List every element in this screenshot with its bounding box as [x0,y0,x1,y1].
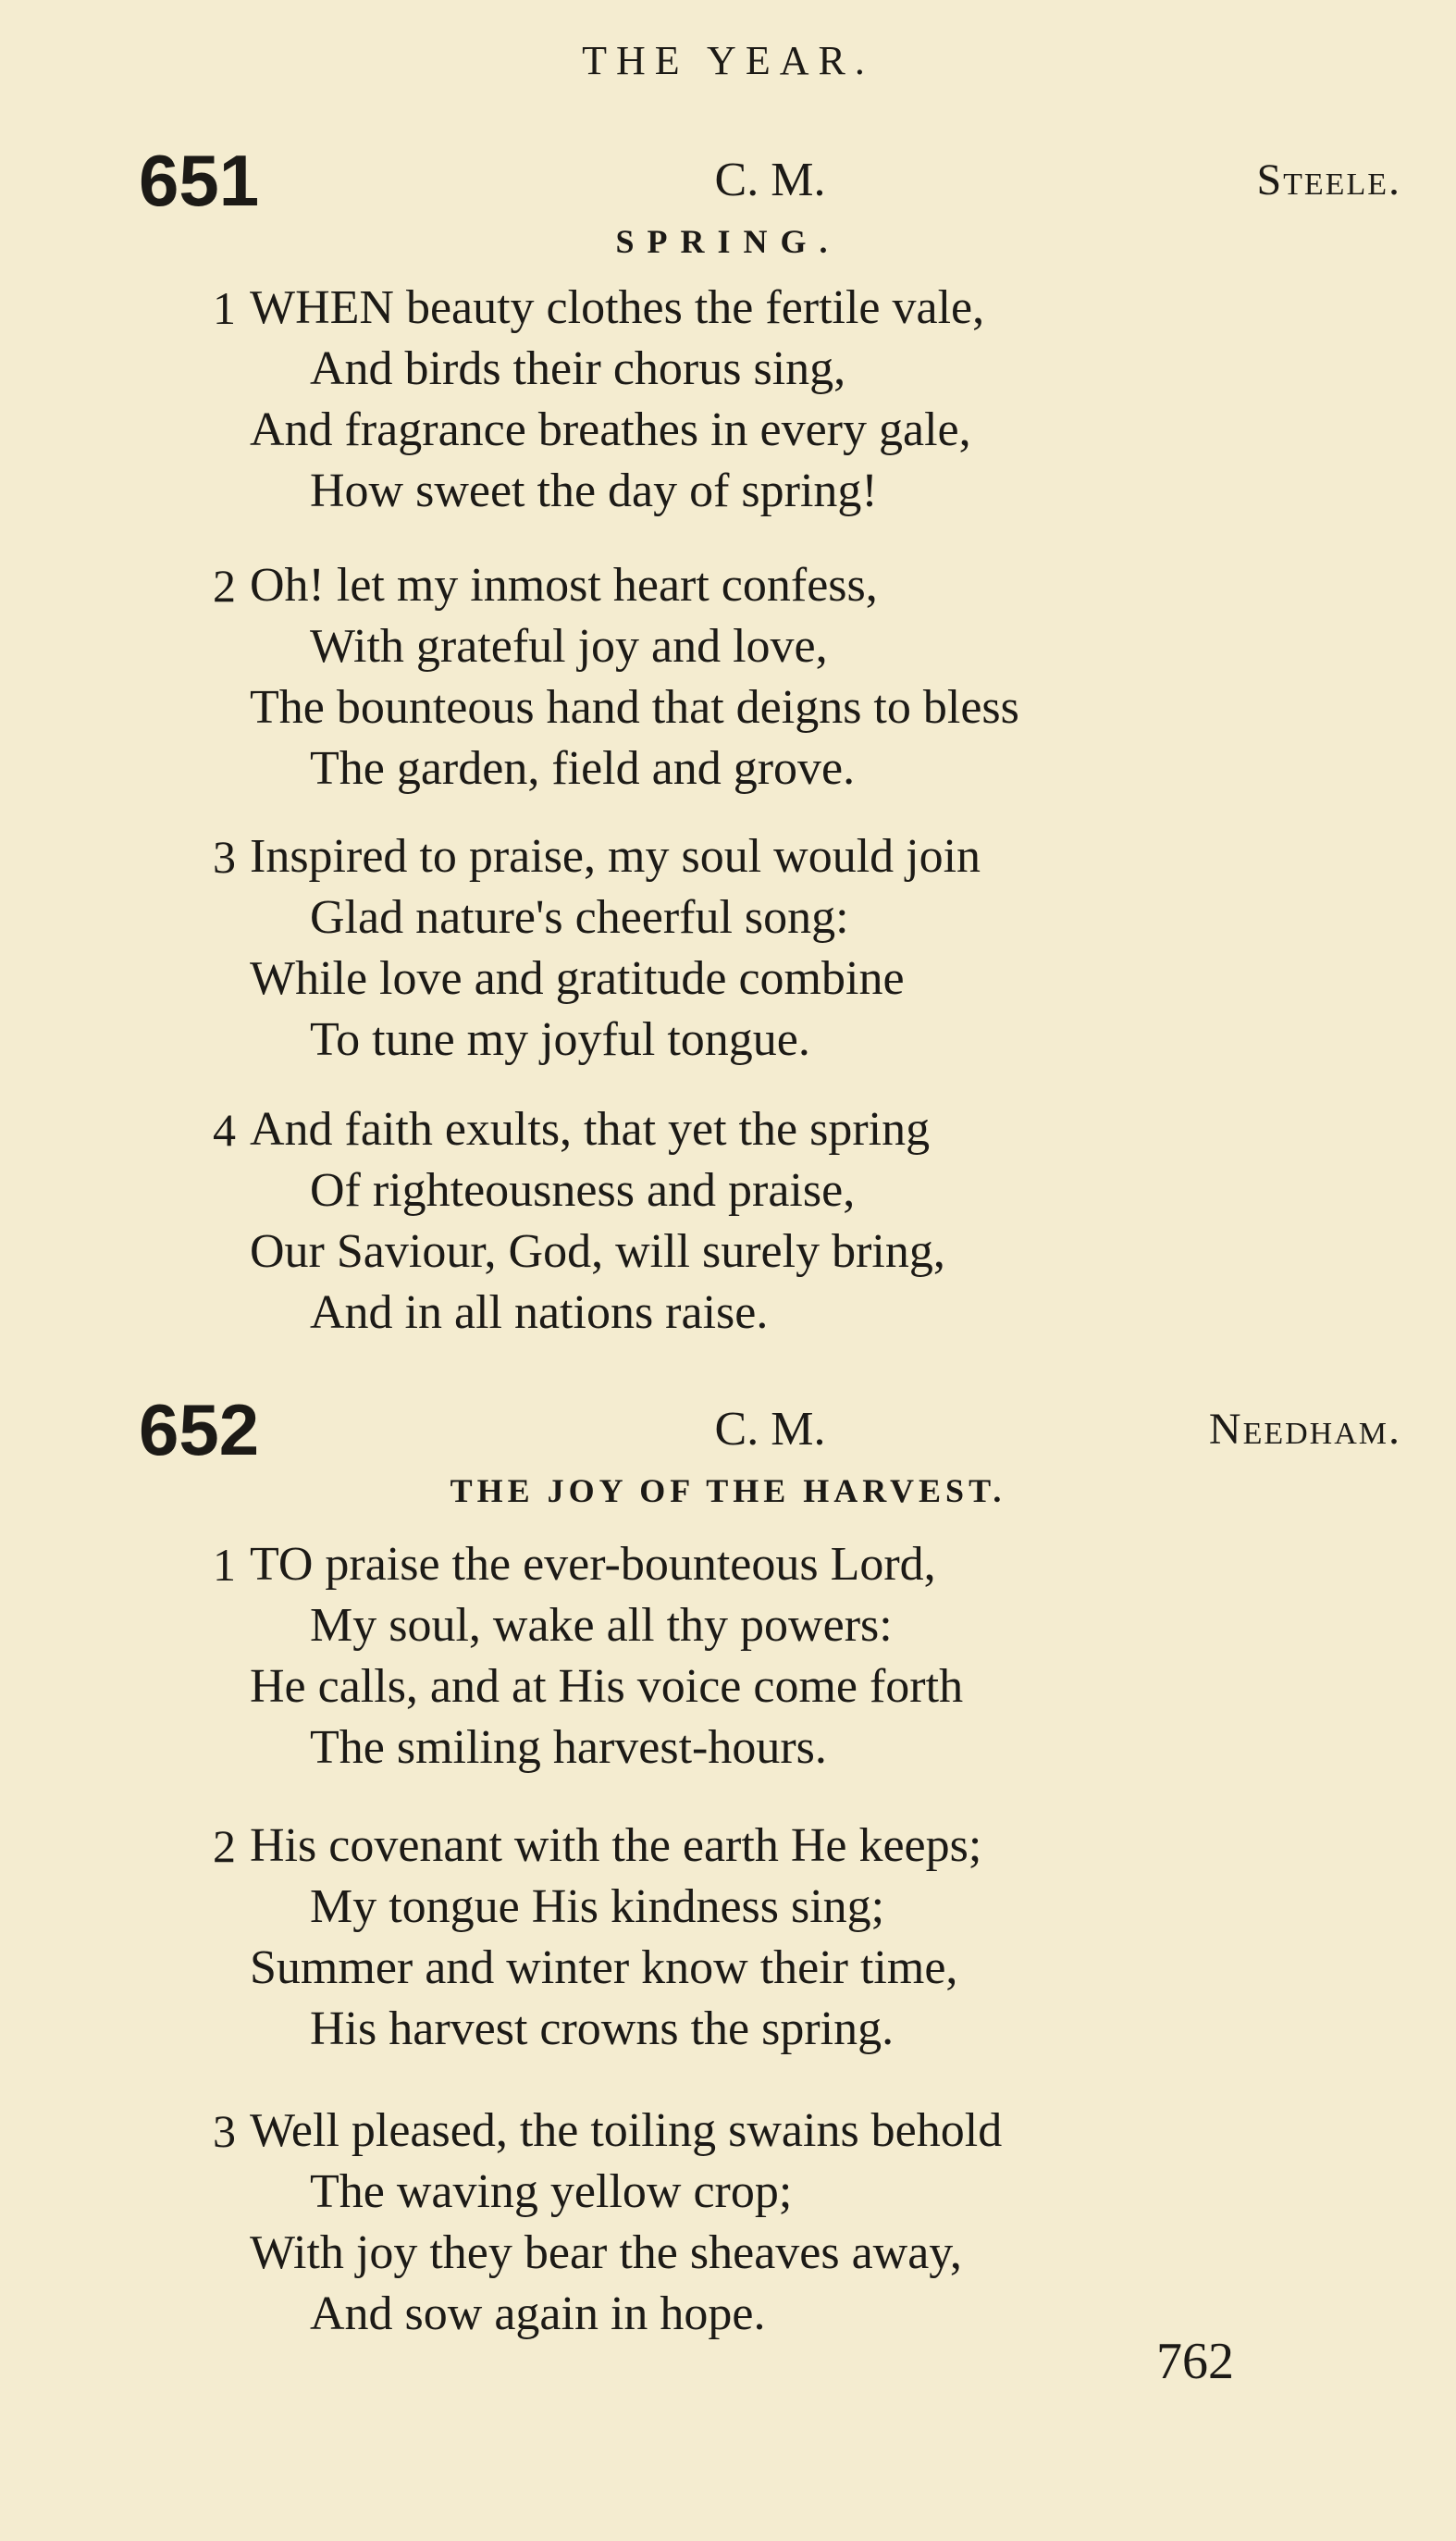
verse-line: Summer and winter know their time, [250,1941,958,1994]
verse-line: And sow again in hope. [310,2287,766,2340]
hymn-number: 652 [139,1389,260,1470]
verse-line: He calls, and at His voice come forth [250,1660,964,1713]
hymn-author: Needham. [1208,1405,1401,1454]
running-head: THE YEAR. [582,38,874,83]
verse-line: While love and gratitude combine [250,952,905,1005]
hymn-subject: THE JOY OF THE HARVEST. [450,1472,1006,1509]
verse-number: 1 [213,282,236,334]
hymn-header [139,134,1401,227]
verse-number: 3 [213,831,236,883]
verse-line: My tongue His kindness sing; [310,1880,885,1933]
verse-line: With joy they bear the sheaves away, [250,2226,962,2279]
verse-line: How sweet the day of spring! [310,465,878,517]
verse-number: 1 [213,1539,236,1591]
verse-line: Inspired to praise, my soul would join [250,830,981,883]
hymn-subject: SPRING. [615,223,841,260]
hymn-meter: C. M. [714,1403,826,1456]
hymn-author: Steele. [1256,155,1401,205]
stanza [213,278,1406,522]
verse-line: And birds their chorus sing, [310,342,846,395]
verse-line: Of righteousness and praise, [310,1164,856,1217]
verse-number: 2 [213,560,236,612]
verse-line: WHEN beauty clothes the fertile vale, [250,281,985,334]
verse-line: The bounteous hand that deigns to bless [250,681,1019,734]
hymn-meter: C. M. [714,154,826,206]
verse-line: And faith exults, that yet the spring [250,1103,931,1156]
verse-line: With grateful joy and love, [310,620,828,673]
verse-line: His covenant with the earth He keeps; [250,1819,982,1872]
stanza [213,826,1406,1071]
verse-number: 3 [213,2105,236,2157]
stanza [213,2101,1406,2345]
verse-number: 2 [213,1820,236,1872]
hymn-header [139,1383,1401,1476]
verse-line: To tune my joyful tongue. [310,1013,810,1066]
verse-line: Our Saviour, God, will surely bring, [250,1225,945,1278]
verse-line: TO praise the ever-bounteous Lord, [250,1538,936,1591]
verse-line: Glad nature's cheerful song: [310,891,849,944]
verse-line: And in all nations raise. [310,1286,769,1339]
stanza [213,1534,1406,1779]
verse-line: Oh! let my inmost heart confess, [250,559,878,612]
verse-line: My soul, wake all thy powers: [310,1599,893,1652]
stanza [213,1816,1406,2060]
verse-number: 4 [213,1104,236,1156]
verse-line: The smiling harvest-hours. [310,1721,827,1774]
verse-line: And fragrance breathes in every gale, [250,403,971,456]
stanza [213,555,1406,799]
page-number: 762 [1156,2333,1234,2390]
verse-line: The garden, field and grove. [310,742,856,795]
stanza [213,1099,1406,1344]
verse-line: Well pleased, the toiling swains behold [250,2104,1003,2157]
verse-line: His harvest crowns the spring. [310,2002,895,2055]
verse-line: The waving yellow crop; [310,2165,793,2218]
hymn-number: 651 [139,140,260,221]
